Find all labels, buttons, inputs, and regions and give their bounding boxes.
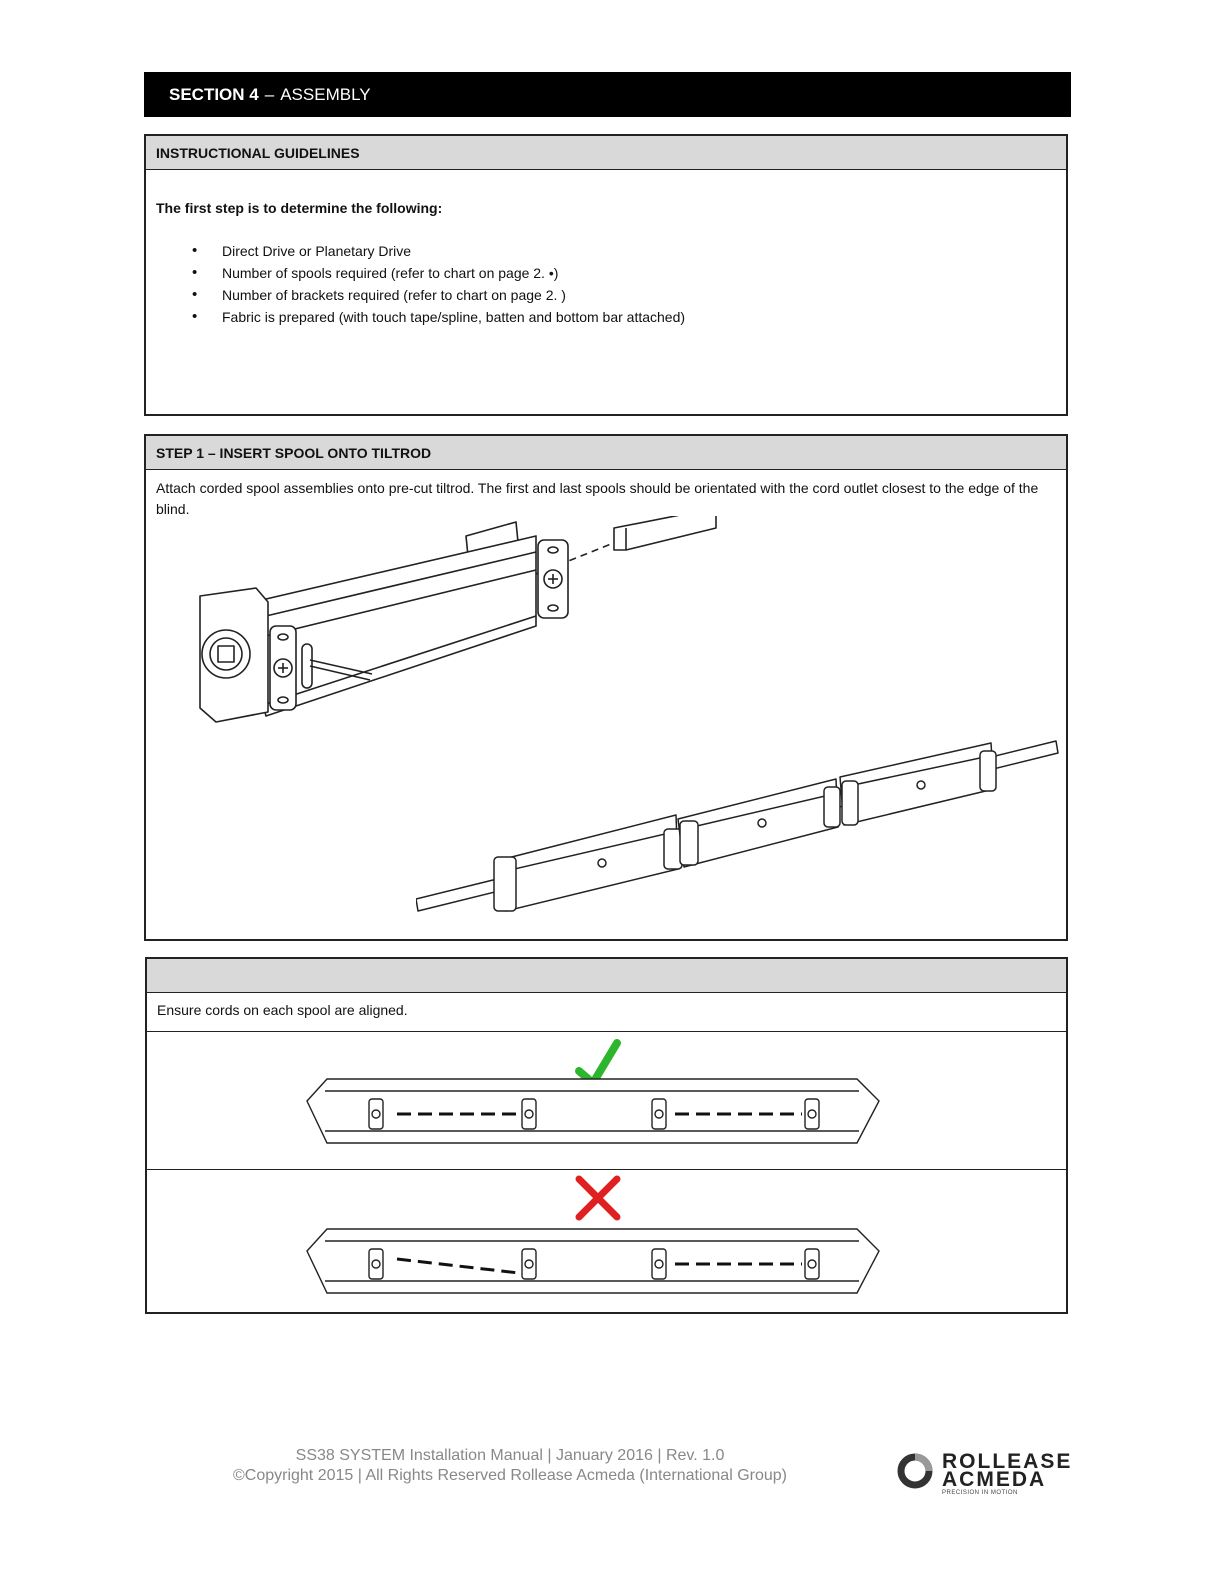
step1-heading: STEP 1 – INSERT SPOOL ONTO TILTROD: [146, 436, 1066, 470]
guidelines-lead: The first step is to determine the following:: [156, 200, 443, 216]
list-item: • Direct Drive or Planetary Drive: [192, 240, 685, 262]
incorrect-row: [147, 1169, 1066, 1313]
rollease-acmeda-logo: [896, 1450, 1076, 1500]
spools-assembled-illustration: [416, 731, 1066, 921]
list-item: • Fabric is prepared (with touch tape/spline, batten and bottom bar attached): [192, 306, 685, 328]
cross-icon: [579, 1179, 617, 1217]
alignment-box: [145, 957, 1068, 1314]
logo-tagline: PRECISION IN MOTION: [942, 1490, 1018, 1496]
step1-description: Attach corded spool assemblies onto pre-cut tiltrod. The first and last spools should be orientated with the cord outlet closest to the edge of the blind.: [156, 480, 1039, 517]
step1-box: [144, 434, 1068, 941]
incorrect-spool-diagram: [147, 1169, 1067, 1313]
section-separator: –: [264, 84, 275, 104]
guidelines-box: [144, 134, 1068, 416]
alignment-instruction: Ensure cords on each spool are aligned.: [157, 1002, 408, 1018]
alignment-instruction-row: [147, 993, 1066, 1032]
section-label: SECTION 4: [169, 84, 259, 104]
guidelines-heading: INSTRUCTIONAL GUIDELINES: [146, 136, 1066, 170]
correct-row: [147, 1031, 1066, 1170]
list-item: • Number of brackets required (refer to chart on page 2. ): [192, 284, 685, 306]
footer-line2: ©Copyright 2015 | All Rights Reserved Rollease Acmeda (International Group): [232, 1467, 787, 1484]
check-icon: [579, 1043, 617, 1083]
list-item: • Number of spools required (refer to chart on page 2. •): [192, 262, 685, 284]
spool-exploded-illustration: [186, 516, 726, 726]
correct-spool-diagram: [147, 1031, 1067, 1169]
section-title: ASSEMBLY: [280, 84, 371, 104]
guidelines-list: [192, 240, 685, 328]
footer: [230, 1446, 790, 1486]
alignment-heading: [147, 959, 1066, 993]
logo-word-2: ACMEDA: [942, 1468, 1047, 1491]
section-header: [144, 72, 1071, 117]
footer-line1: SS38 SYSTEM Installation Manual | January 2016 | Rev. 1.0: [295, 1447, 725, 1464]
logo-ring-icon: [896, 1452, 934, 1490]
logo-word-1: ROLLEASE: [942, 1450, 1073, 1473]
